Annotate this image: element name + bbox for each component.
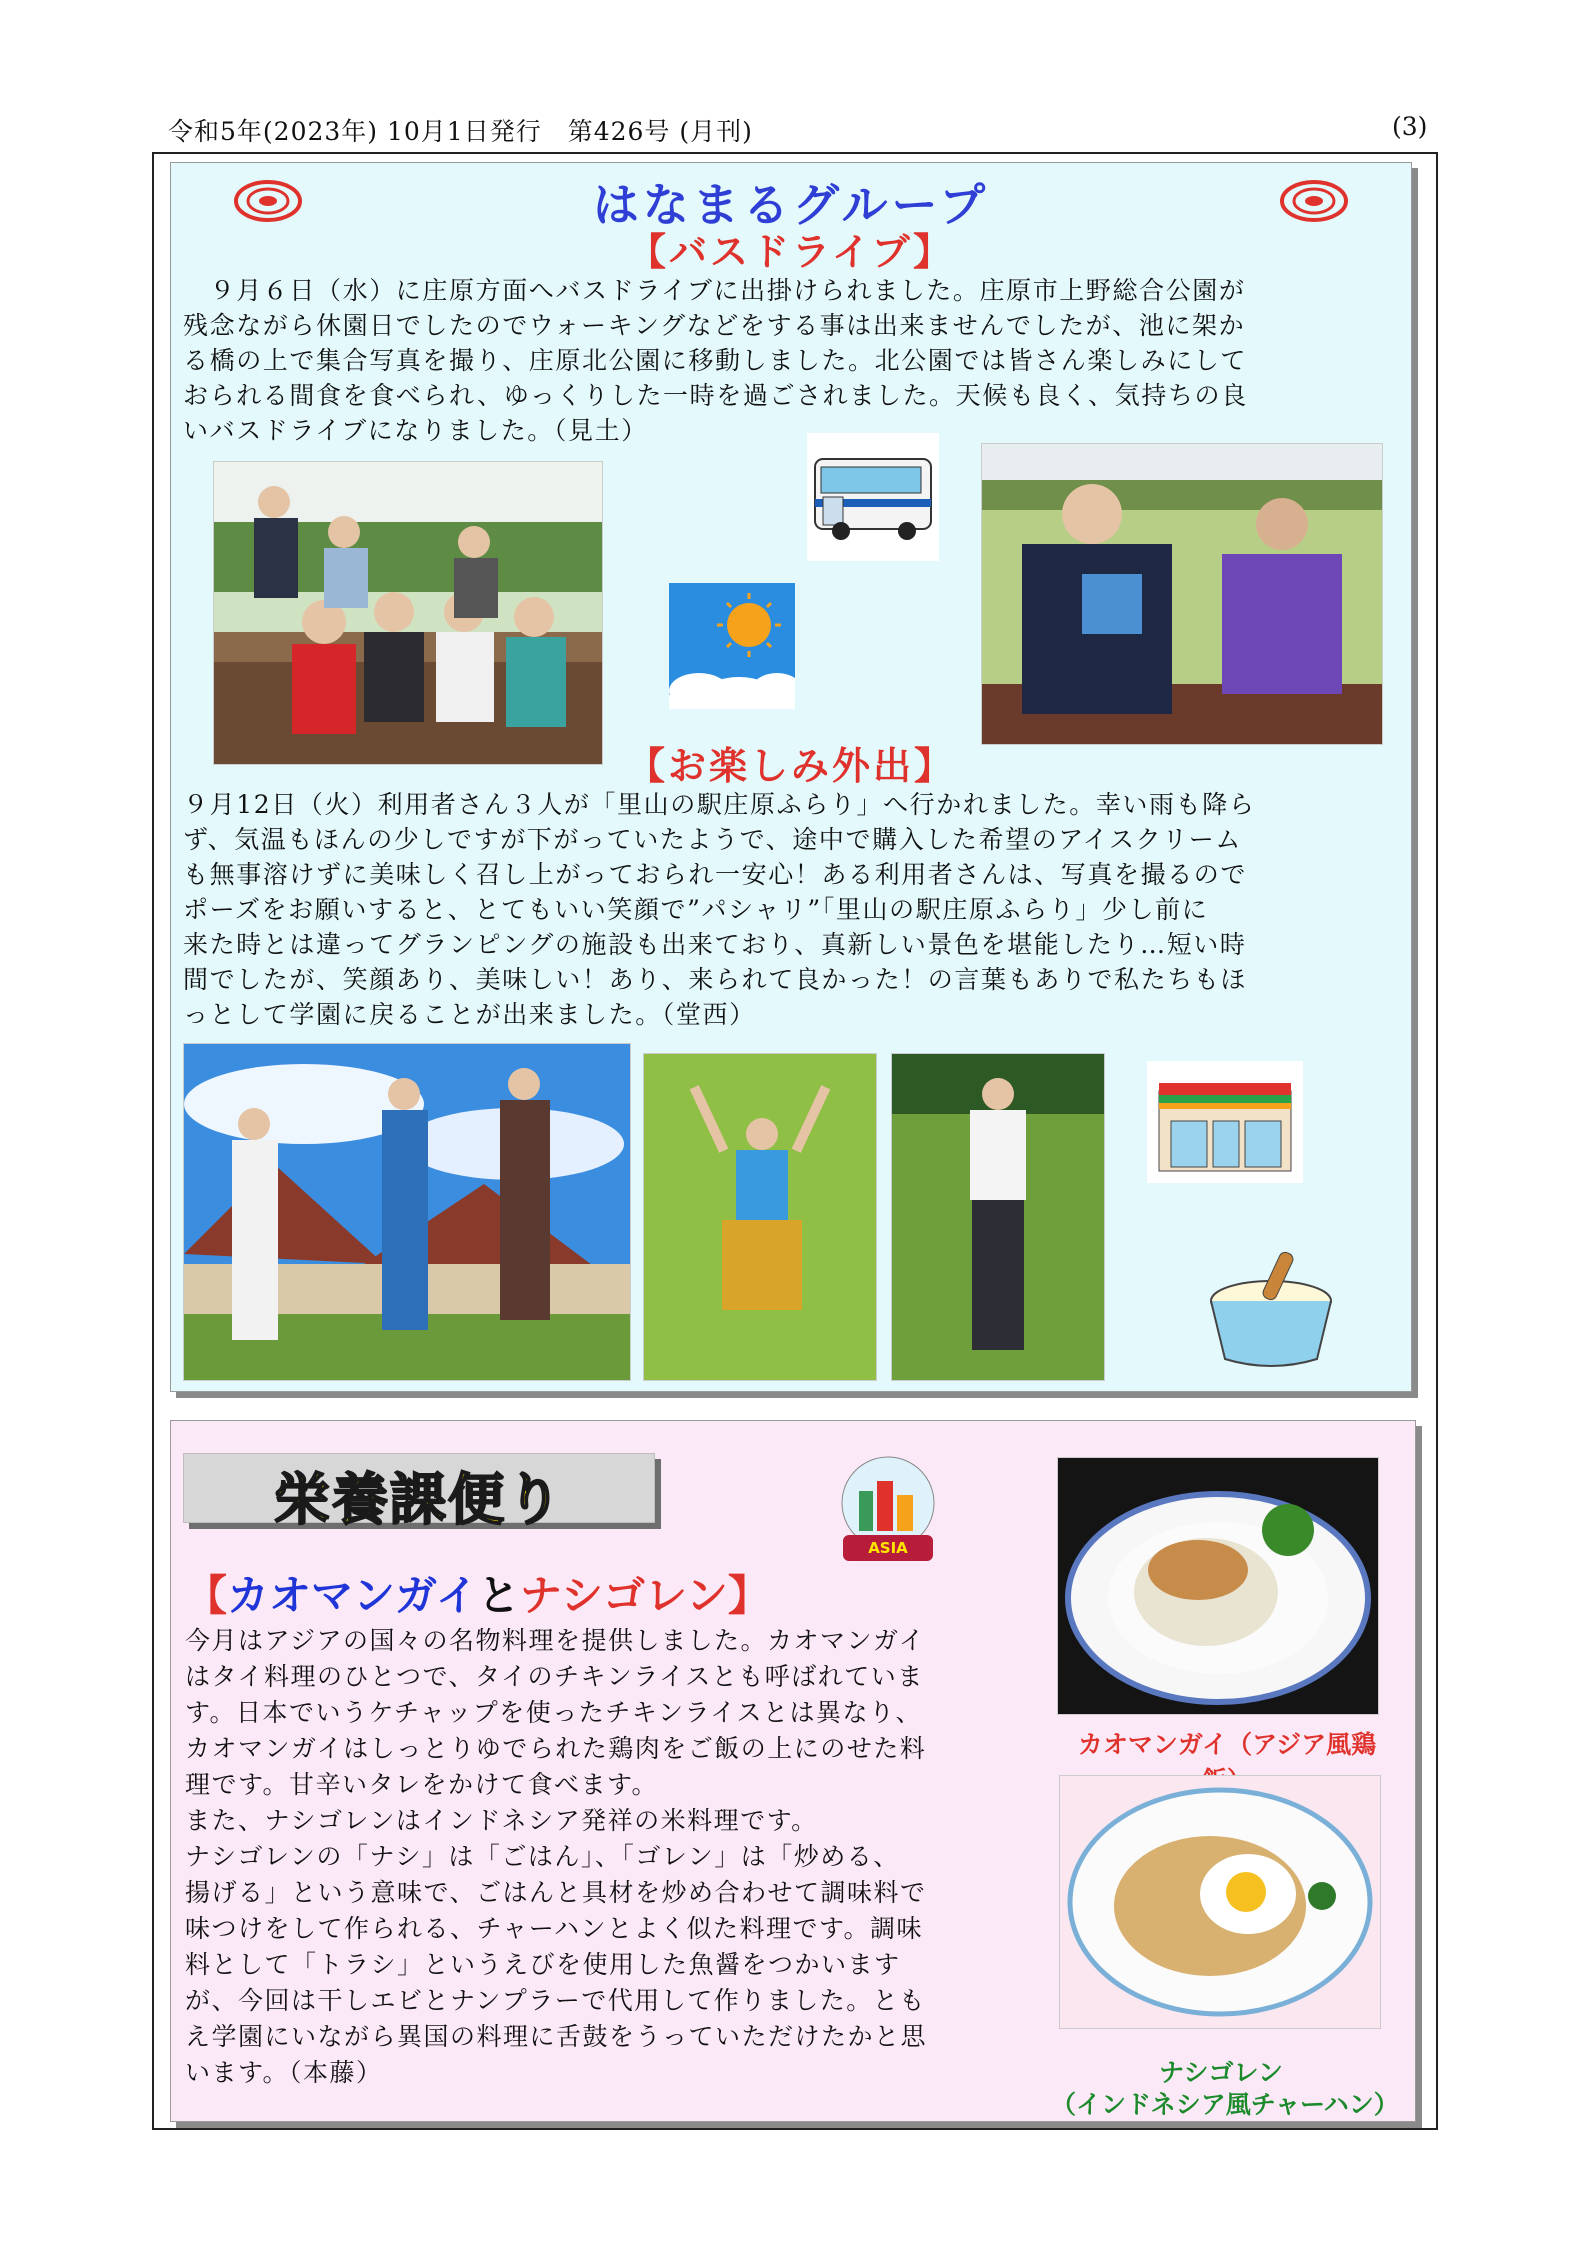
outing-text <box>183 787 1403 1032</box>
text-line: ９月６日（水）に庄原方面へバスドライブに出掛けられました。庄原市上野総合公園が <box>183 276 1246 305</box>
nutrition-section <box>170 1420 1416 2122</box>
roadside-station-photo <box>183 1043 631 1381</box>
text-line: ポーズをお願いすると、とてもいい笑顔で”パシャリ”「里山の駅庄原ふらり」少し前に <box>183 895 1209 924</box>
text-line: え学園にいながら異国の料理に舌鼓をうっていただけたかと思 <box>185 2022 928 2051</box>
bus-drive-text <box>183 273 1403 448</box>
banner-title: 栄養課便り <box>274 1468 564 1533</box>
text-line: 料として「トラシ」というえびを使用した魚醤をつかいます <box>185 1950 901 1979</box>
page-number: (3) <box>1392 112 1428 141</box>
standing-man-photo <box>891 1053 1105 1381</box>
text-line: はタイ料理のひとつで、タイのチキンライスとも呼ばれていま <box>185 1662 924 1691</box>
asia-badge: ASIA <box>868 1539 908 1557</box>
group-photo <box>213 461 603 765</box>
asia-globe-illustration <box>829 1451 947 1571</box>
bus-illustration <box>807 433 939 561</box>
ice-cream-illustration <box>1201 1241 1341 1371</box>
text-line: ９月12日（火）利用者さん３人が「里山の駅庄原ふらり」へ行かれました。幸い雨も降ら <box>183 790 1256 819</box>
sunny-sky-illustration <box>669 583 795 709</box>
text-line: また、ナシゴレンはインドネシア発祥の米料理です。 <box>185 1806 818 1835</box>
bracket-close: 】 <box>727 1571 770 1620</box>
khao-man-gai-photo <box>1057 1457 1379 1715</box>
text-line: おられる間食を食べられ、ゆっくりした一時を過ごされました。天候も良く、気持ちの良 <box>183 381 1248 410</box>
lying-on-grass-photo <box>643 1053 877 1381</box>
sun-icon <box>669 583 795 709</box>
dish-title-joiner: と <box>477 1571 520 1620</box>
hanamaru-section <box>170 162 1412 1392</box>
text-line: も無事溶けずに美味しく召し上がっておられ一安心！ある利用者さんは、写真を撮るので <box>183 860 1248 889</box>
bus-icon <box>807 433 939 561</box>
nasi-goreng-caption-line2: （インドネシア風チャーハン） <box>1051 2090 1399 2119</box>
group-title: はなまるグループ <box>592 178 990 232</box>
dish-title <box>185 1563 770 1623</box>
nutrition-text <box>185 1623 965 2091</box>
store-icon <box>1147 1061 1303 1183</box>
text-line: 理です。甘辛いタレをかけて食べます。 <box>185 1770 659 1799</box>
issue-line: 令和5年(2023年) 10月1日発行 第426号 (月刊) <box>168 117 753 146</box>
text-line: 揚げる」という意味で、ごはんと具材を炒め合わせて調味料で <box>185 1878 927 1907</box>
text-line: います。（本藤） <box>185 2058 383 2087</box>
convenience-store-illustration <box>1147 1061 1303 1183</box>
text-line: っとして学園に戻ることが出来ました。（堂西） <box>183 1000 756 1029</box>
dish-title-part2: ナシゴレン <box>519 1571 728 1620</box>
text-line: いバスドライブになりました。（見土） <box>183 416 648 445</box>
text-line: る橋の上で集合写真を撮り、庄原北公園に移動しました。北公園では皆さん楽しみにして <box>183 346 1248 375</box>
nasi-goreng-caption-line1: ナシゴレン <box>1159 2058 1283 2087</box>
ice-cream-cup-icon <box>1201 1241 1341 1371</box>
text-line: が、今回は干しエビとナンプラーで代用して作りました。とも <box>185 1986 926 2015</box>
text-line: カオマンガイはしっとりゆでられた鶏肉をご飯の上にのせた料 <box>185 1734 927 1763</box>
text-line: 残念ながら休園日でしたのでウォーキングなどをする事は出来ませんでしたが、池に架か <box>183 311 1246 340</box>
bracket-open: 【 <box>185 1571 228 1620</box>
outing-heading: 【お楽しみ外出】 <box>626 744 955 788</box>
khao-man-gai-caption: カオマンガイ（アジア風鶏 <box>1077 1730 1377 1759</box>
text-line: 来た時とは違ってグランピングの施設も出来ており、真新しい景色を堪能したり…短い時 <box>183 930 1247 959</box>
nasi-goreng-photo <box>1059 1775 1381 2029</box>
text-line: ナシゴレンの「ナシ」は「ごはん」、「ゴレン」は「炒める、 <box>185 1842 900 1871</box>
bus-drive-heading: 【バスドライブ】 <box>627 230 955 274</box>
text-line: 間でしたが、笑顔あり、美味しい！あり、来られて良かった！の言葉もありで私たちもほ <box>183 965 1248 994</box>
text-line: 今月はアジアの国々の名物料理を提供しました。カオマンガイ <box>185 1626 926 1655</box>
dish-title-part1: カオマンガイ <box>227 1571 478 1620</box>
text-line: す。日本でいうケチャップを使ったチキンライスとは異なり、 <box>185 1698 923 1727</box>
text-line: 味つけをして作られる、チャーハンとよく似た料理です。調味 <box>185 1914 924 1943</box>
nutrition-banner <box>183 1453 655 1533</box>
text-line: ず、気温もほんの少しですが下がっていたようで、途中で購入した希望のアイスクリーム <box>183 825 1243 854</box>
park-photo <box>981 443 1383 745</box>
